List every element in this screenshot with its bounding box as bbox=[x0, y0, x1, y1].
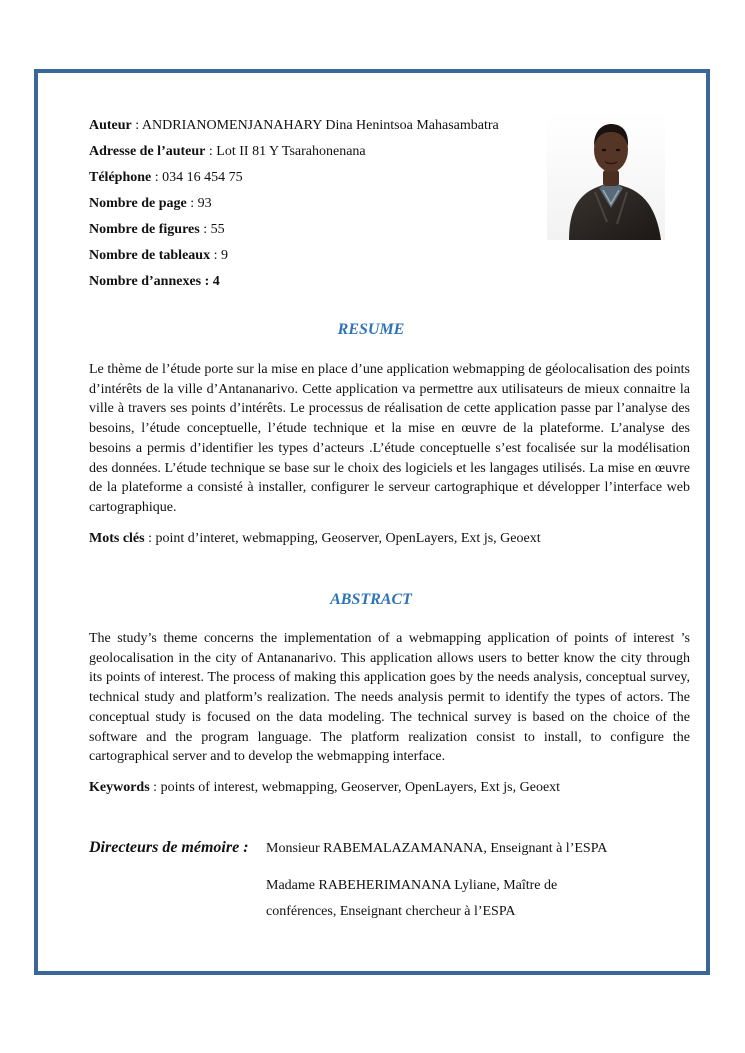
pages-row: Nombre de page : 93 bbox=[89, 196, 212, 211]
resume-keywords-value: point d’interet, webmapping, Geoserver, OpenLayers, Ext js, Geoext bbox=[155, 531, 541, 546]
figures-value: 55 bbox=[210, 222, 225, 237]
phone-label: Téléphone bbox=[89, 170, 152, 185]
abstract-title: ABSTRACT bbox=[330, 591, 412, 608]
figures-label: Nombre de figures bbox=[89, 222, 200, 237]
tables-row: Nombre de tableaux : 9 bbox=[89, 248, 228, 263]
abstract-body: The study’s theme concerns the implementation of a webmapping application of points of interest ’s geolocalisation in the city of Antananarivo. This application allows users to better know the city through its points of interest. The process of making this application goes by the needs analysis, conceptual survey, technical study and platform’s realization. The needs analysis permit to identify the types of actors. The conceptual study is focused on the data modeling. The technical survey is based on the choice of the software and the program language. The platform realization consist to install, to configure the cartographical server and to develop the webmapping interface. bbox=[89, 631, 690, 765]
resume-keywords-label: Mots clés bbox=[89, 531, 145, 546]
author-value: ANDRIANOMENJANAHARY Dina Henintsoa Mahasambatra bbox=[141, 118, 499, 133]
pages-label: Nombre de page bbox=[89, 196, 187, 211]
director-2-line-2: conférences, Enseignant chercheur à l’ESPA bbox=[266, 904, 516, 919]
phone-value: 034 16 454 75 bbox=[162, 170, 243, 185]
author-label: Auteur bbox=[89, 118, 132, 133]
abstract-keywords-value: points of interest, webmapping, Geoserver, OpenLayers, Ext js, Geoext bbox=[160, 780, 561, 795]
address-label: Adresse de l’auteur bbox=[89, 144, 206, 159]
resume-body: Le thème de l’étude porte sur la mise en place d’une application webmapping de géolocalisation des points d’intérêts de la ville d’Antananarivo. Cette application va permettre aux utilisateurs de mieux connaitre la ville à travers ses points d’intérêts. Le processus de réalisation de cette application passe par l’analyse des besoins, l’étude conceptuelle, l’étude technique et la mise en œuvre de la plateforme. L’analyse des besoins a permis d’identifier les types d’acteurs .L’étude conceptuelle s’est focalisée sur la modélisation des données. L’étude technique se base sur le choix des logiciels et les langages utilisés. La mise en œuvre de la plateforme a consisté à installer, configurer le serveur cartographique et développer l’interface web cartographique. bbox=[89, 362, 690, 515]
tables-label: Nombre de tableaux bbox=[89, 248, 211, 263]
pages-value: 93 bbox=[197, 196, 212, 211]
address-value: Lot II 81 Y Tsarahonenana bbox=[216, 144, 366, 159]
abstract-keywords: Keywords : points of interest, webmapping, Geoserver, OpenLayers, Ext js, Geoext bbox=[89, 780, 561, 795]
annexes-row bbox=[89, 269, 549, 295]
resume-title: RESUME bbox=[337, 321, 405, 338]
phone-row: Téléphone : 034 16 454 75 bbox=[89, 170, 243, 185]
figures-row: Nombre de figures : 55 bbox=[89, 222, 225, 237]
author-row: Auteur : ANDRIANOMENJANAHARY Dina Henintsoa Mahasambatra bbox=[89, 118, 499, 133]
director-2-line-1: Madame RABEHERIMANANA Lyliane, Maître de bbox=[266, 878, 558, 893]
abstract-keywords-label: Keywords bbox=[89, 780, 150, 795]
address-row: Adresse de l’auteur : Lot II 81 Y Tsarahonenana bbox=[89, 144, 366, 159]
directors-label: Directeurs de mémoire : bbox=[89, 839, 249, 856]
resume-keywords: Mots clés : point d’interet, webmapping, Geoserver, OpenLayers, Ext js, Geoext bbox=[89, 531, 541, 546]
tables-value: 9 bbox=[220, 248, 228, 263]
author-photo bbox=[547, 112, 665, 240]
author-info bbox=[89, 113, 549, 295]
annexes-label: Nombre d’annexes : 4 bbox=[89, 274, 220, 289]
director-1: Monsieur RABEMALAZAMANANA, Enseignant à l’ESPA bbox=[266, 841, 608, 856]
author-portrait-image bbox=[547, 112, 665, 240]
